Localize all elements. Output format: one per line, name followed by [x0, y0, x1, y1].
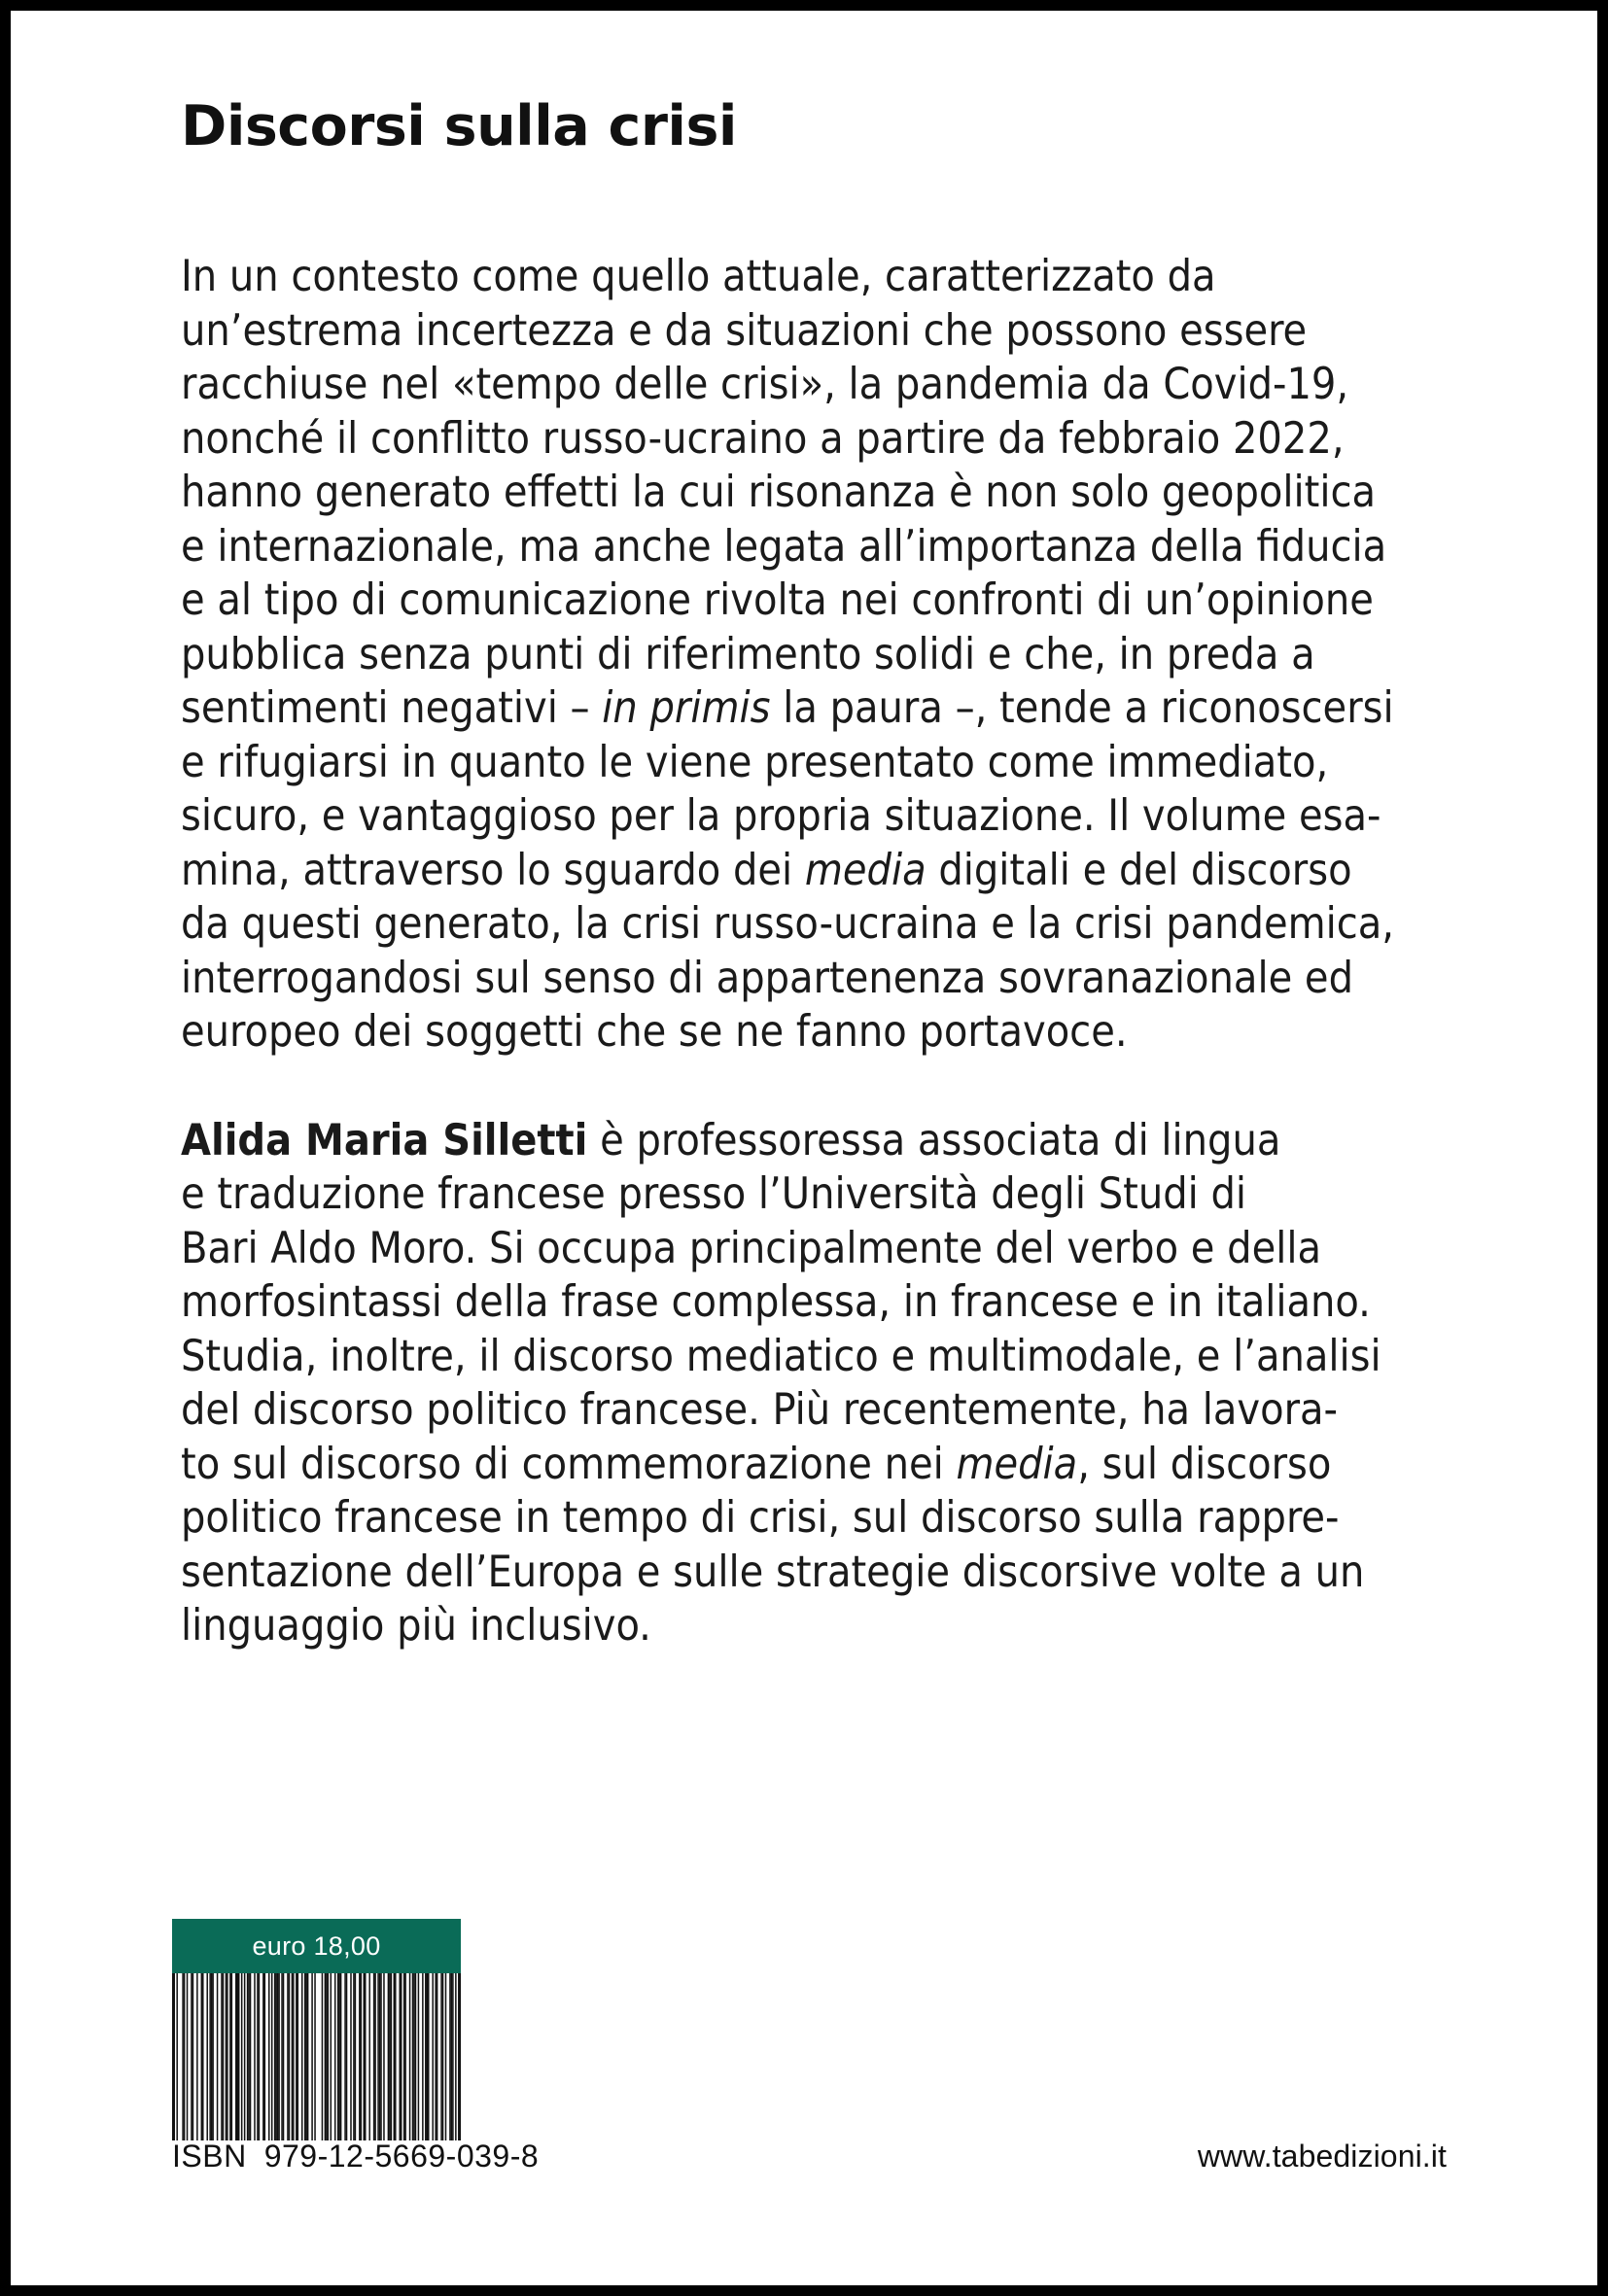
author-bio-first-line — [181, 1114, 1464, 1168]
blurb-line: europeo dei soggetti che se ne fanno portavoce. — [181, 1007, 1128, 1057]
cover-surface — [11, 11, 1597, 2285]
author-bio-line-with-italic: to sul discorso di commemorazione nei media, sul discorso — [181, 1439, 1332, 1489]
blurb-line: interrogandosi sul senso di appartenenza sovranazionale ed — [181, 953, 1353, 1003]
author-bio-line: è professoressa associata di lingua — [587, 1115, 1281, 1165]
author-bio-line: linguaggio più inclusivo. — [181, 1601, 651, 1651]
author-bio-paragraph — [181, 1114, 1464, 1653]
page-title: Discorsi sulla crisi — [181, 94, 737, 158]
blurb-line: racchiuse nel «tempo delle crisi», la pandemia da Covid-19, — [181, 360, 1349, 409]
author-bio-line: sentazione dell’Europa e sulle strategie discorsive volte a un — [181, 1547, 1365, 1597]
blurb-line: da questi generato, la crisi russo-ucraina e la crisi pandemica, — [181, 899, 1394, 949]
barcode-image — [172, 1973, 461, 2140]
blurb-line: e rifugiarsi in quanto le viene presentato come immediato, — [181, 737, 1329, 787]
author-bio-line: Bari Aldo Moro. Si occupa principalmente del verbo e della — [181, 1223, 1321, 1273]
isbn-line — [172, 2139, 539, 2174]
author-name: Alida Maria Silletti — [181, 1115, 588, 1165]
isbn-value: 979-12-5669-039-8 — [263, 2139, 540, 2174]
blurb-line-with-italic: sentimenti negativi – in primis la paura –, tende a riconoscersi — [181, 683, 1394, 733]
isbn-label: ISBN — [172, 2139, 247, 2174]
blurb-line-with-italic: mina, attraverso lo sguardo dei media digitali e del discorso — [181, 845, 1352, 895]
blurb-line: e internazionale, ma anche legata all’importanza della fiducia — [181, 521, 1387, 572]
author-bio-line: e traduzione francese presso l’Università degli Studi di — [181, 1169, 1247, 1219]
cover-text-block — [181, 250, 1464, 1653]
blurb-line: e al tipo di comunicazione rivolta nei confronti di un’opinione — [181, 575, 1374, 625]
author-bio-line: del discorso politico francese. Più recentemente, ha lavora- — [181, 1385, 1339, 1435]
price-band: euro 18,00 — [172, 1919, 461, 1973]
blurb-line: pubblica senza punti di riferimento solidi e che, in preda a — [181, 629, 1315, 679]
barcode-block — [172, 1919, 461, 2140]
blurb-line: In un contesto come quello attuale, caratterizzato da — [181, 252, 1216, 301]
blurb-paragraph — [181, 250, 1464, 1060]
publisher-website-url: www.tabedizioni.it — [1197, 2139, 1447, 2174]
blurb-line: sicuro, e vantaggioso per la propria situazione. Il volume esa- — [181, 791, 1381, 841]
blurb-line: un’estrema incertezza e da situazioni che possono essere — [181, 305, 1308, 356]
author-bio-line: politico francese in tempo di crisi, sul discorso sulla rappre- — [181, 1493, 1340, 1543]
blurb-line: hanno generato effetti la cui risonanza è non solo geopolitica — [181, 468, 1376, 517]
blurb-line: nonché il conflitto russo-ucraino a partire da febbraio 2022, — [181, 413, 1345, 464]
author-bio-line: morfosintassi della frase complessa, in francese e in italiano. — [181, 1277, 1371, 1327]
author-bio-line: Studia, inoltre, il discorso mediatico e multimodale, e l’analisi — [181, 1331, 1381, 1381]
paragraph-spacer — [181, 1060, 1464, 1114]
